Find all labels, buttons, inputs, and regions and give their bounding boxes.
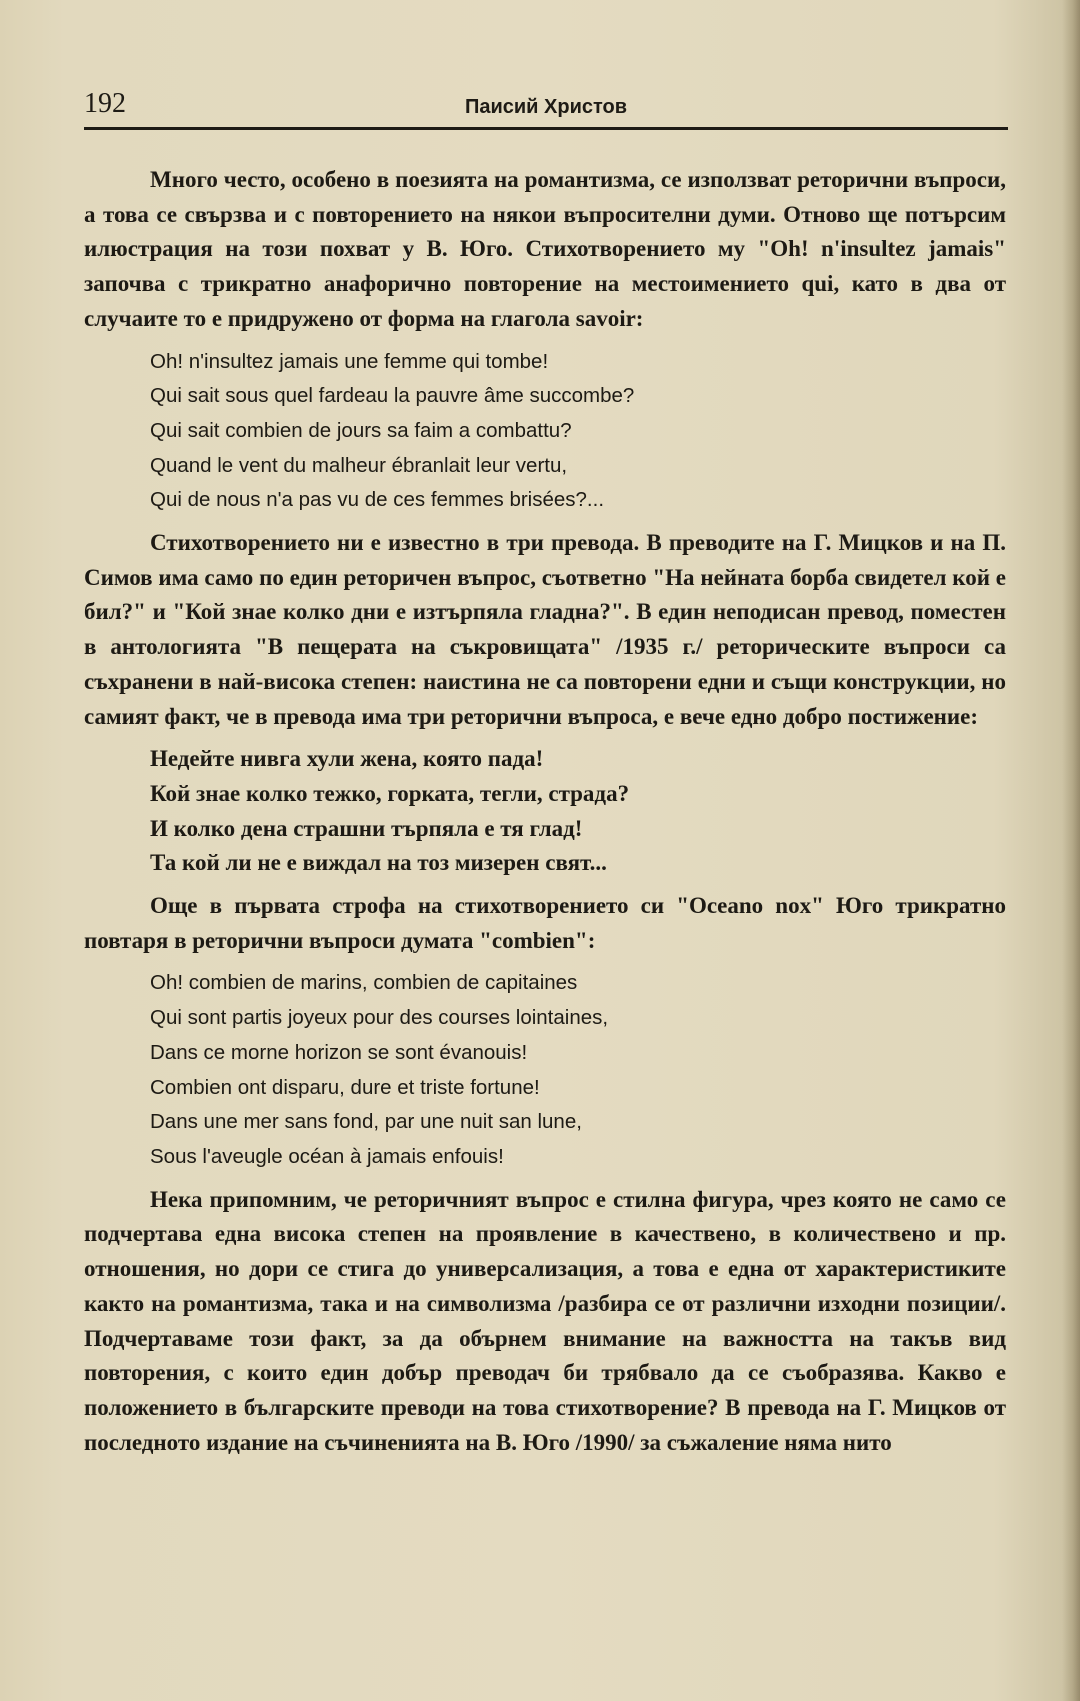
poem-line: Qui sait combien de jours sa faim a combattu? bbox=[150, 418, 572, 442]
poem-line: Кой знае колко тежко, горката, тегли, страда? bbox=[150, 780, 630, 806]
running-title: Паисий Христов bbox=[464, 96, 628, 118]
poem-line: Qui sait sous quel fardeau la pauvre âme succombe? bbox=[150, 384, 635, 408]
poem-line: Dans une mer sans fond, par une nuit san lune, bbox=[150, 1110, 582, 1134]
page-body bbox=[84, 163, 1006, 1468]
poem-quote-1 bbox=[150, 345, 1006, 519]
header-rule bbox=[84, 127, 1008, 130]
poem-line: И колко дена страшни търпяла е тя глад! bbox=[150, 815, 583, 841]
poem-line: Та кой ли не е виждал на тоз мизерен свят... bbox=[150, 850, 607, 876]
poem-line: Недейте нивга хули жена, която пада! bbox=[150, 746, 544, 772]
poem-line: Sous l'aveugle océan à jamais enfouis! bbox=[150, 1144, 504, 1168]
page-edge-shadow bbox=[1062, 0, 1080, 1701]
paragraph-3: Още в първата строфа на стихотворението си "Oceano nox" Юго трикратно повтаря в реторични въпроси думата "combien": bbox=[84, 893, 1006, 953]
paragraph-4: Нека припомним, че реторичният въпрос е стилна фигура, чрез която не само се подчертава една висока степен на проявление в качествено, в количествено и пр. отношения, но дори се стига до универсализация, а това е една от характеристиките както на романтизма, така и на символизма /разбира се от различни изходни позиции/. Подчертаваме този факт, за да обърнем внимание на важността на такъв вид повторения, с които един добър преводач би трябвало да се съобразява. Какво е положението в българските преводи на това стихотворение? В превода на Г. Мицков от последното издание на съчиненията на В. Юго /1990/ за съжаление няма нито bbox=[84, 1186, 1006, 1455]
poem-line: Combien ont disparu, dure et triste fortune! bbox=[150, 1075, 540, 1099]
paragraph-2: Стихотворението ни е известно в три превода. В преводите на Г. Мицков и на П. Симов има само по един реторичен въпрос, съответно "На нейната борба свидетел кой е бил?" и "Кой знае колко дни е изтърпяла гладна?". В един неподисан превод, поместен в антологията "В пещерата на съкровищата" /1935 г./ реторическите въпроси са съхранени в най-висока степен: наистина не са повторени едни и същи конструкции, но самият факт, че в превода има три реторични въпроса, е вече едно добро постижение: bbox=[84, 530, 1006, 729]
poem-line: Dans ce morne horizon se sont évanouis! bbox=[150, 1040, 528, 1064]
poem-line: Oh! combien de marins, combien de capitaines bbox=[150, 971, 578, 995]
page-number: 192 bbox=[84, 88, 126, 119]
poem-line: Qui sont partis joyeux pour des courses lointaines, bbox=[150, 1006, 609, 1030]
page-header bbox=[84, 84, 1008, 128]
poem-line: Oh! n'insultez jamais une femme qui tombe! bbox=[150, 349, 549, 373]
poem-quote-3 bbox=[150, 966, 1006, 1174]
paragraph-1: Много често, особено в поезията на романтизма, се използват реторични въпроси, а това се свързва и с повторението на някои въпросителни думи. Отново ще потърсим илюстрация на този похват у В. Юго. Стихотворението му "Oh! n'insultez jamais" започва с трикратно анафорично повторение на местоимението qui, като в два от случаите то е придружено от форма на глагола savoir: bbox=[84, 167, 1006, 331]
poem-quote-2 bbox=[150, 742, 1006, 881]
poem-line: Qui de nous n'a pas vu de ces femmes brisées?... bbox=[150, 488, 605, 512]
poem-line: Quand le vent du malheur ébranlait leur vertu, bbox=[150, 453, 568, 477]
